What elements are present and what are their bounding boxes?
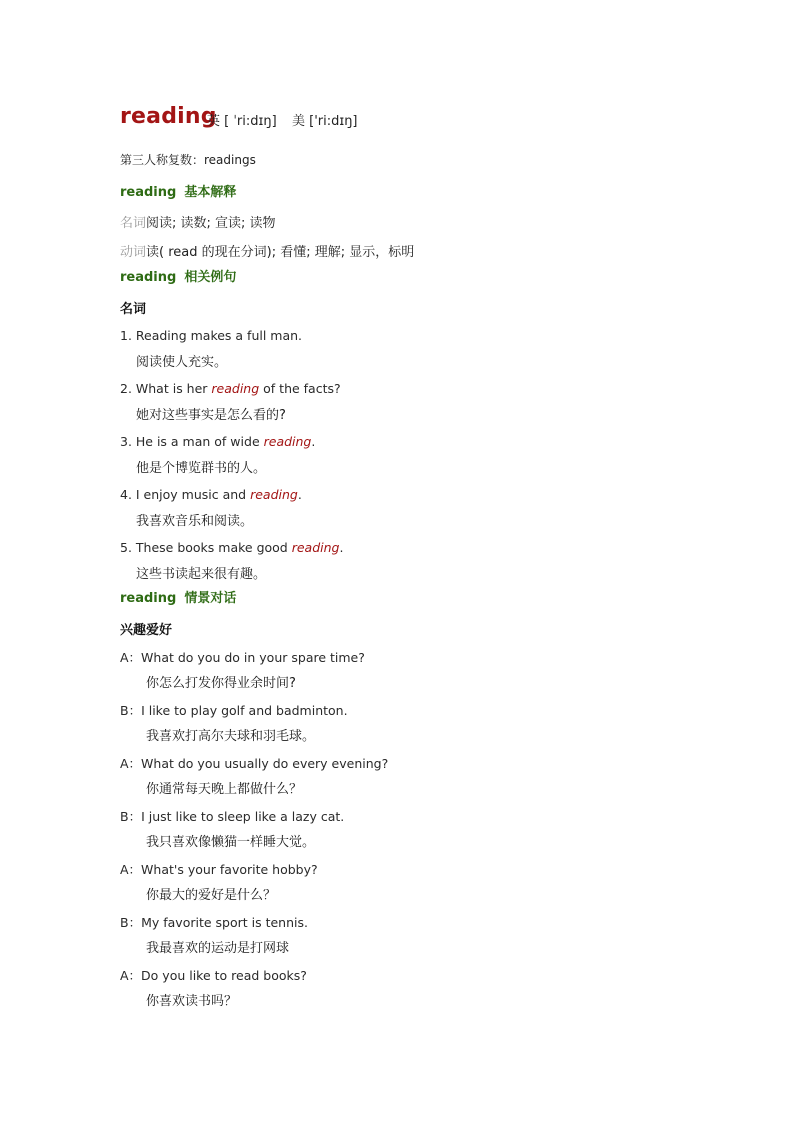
headword: reading — [120, 104, 217, 129]
section-heading-basic — [120, 181, 236, 200]
section-heading-label: 情景对话 — [184, 591, 237, 606]
dialogue-line-zh: 我最喜欢的运动是打网球 — [146, 941, 290, 956]
dialogue-line-en: A：What's your favorite hobby? — [120, 862, 318, 877]
section-heading-word: reading — [120, 185, 177, 200]
section-heading-word: reading — [120, 591, 177, 606]
dialogue-line-en: A：What do you do in your spare time? — [120, 650, 365, 665]
subheading-hobbies: 兴趣爱好 — [120, 623, 173, 638]
dialogue-line-en: A：Do you like to read books? — [120, 968, 307, 983]
example-en: 4. I enjoy music and reading. — [120, 487, 302, 502]
section-heading-dialogue — [120, 587, 236, 606]
part-of-speech: 动词 — [120, 245, 147, 260]
definition-text: 读( read 的现在分词); 看懂; 理解; 显示，标明 — [146, 245, 415, 260]
dialogue-line-zh: 你通常每天晚上都做什么？ — [146, 782, 303, 797]
definition-text: 阅读; 读数; 宣读; 读物 — [146, 216, 276, 231]
dialogue-line-zh: 你怎么打发你得业余时间? — [146, 676, 296, 691]
dialogue-line-zh: 我只喜欢像懒猫一样睡大觉。 — [146, 835, 316, 850]
section-heading-examples — [120, 266, 236, 285]
example-zh: 阅读使人充实。 — [136, 355, 228, 370]
dialogue-line-en: A：What do you usually do every evening? — [120, 756, 389, 771]
dialogue-line-en: B：My favorite sport is tennis. — [120, 915, 308, 930]
dialogue-line-en: B：I like to play golf and badminton. — [120, 703, 348, 718]
plural-form: 第三人称复数：readings — [120, 153, 256, 167]
definition-verb — [120, 241, 414, 260]
section-heading-label: 基本解释 — [184, 185, 237, 200]
example-en: 5. These books make good reading. — [120, 540, 344, 555]
example-zh: 我喜欢音乐和阅读。 — [136, 514, 254, 529]
subheading-noun: 名词 — [120, 302, 147, 317]
dialogue-line-zh: 你最大的爱好是什么？ — [146, 888, 277, 903]
example-zh: 她对这些事实是怎么看的? — [136, 408, 286, 423]
dialogue-line-en: B：I just like to sleep like a lazy cat. — [120, 809, 345, 824]
example-zh: 他是个博览群书的人。 — [136, 461, 267, 476]
dialogue-line-zh: 我喜欢打高尔夫球和羽毛球。 — [146, 729, 316, 744]
phonetic-uk: 英 [ ˈri:dɪŋ] — [207, 114, 277, 129]
example-en: 3. He is a man of wide reading. — [120, 434, 316, 449]
example-zh: 这些书读起来很有趣。 — [136, 567, 267, 582]
section-heading-label: 相关例句 — [184, 270, 237, 285]
example-en: 2. What is her reading of the facts? — [120, 381, 341, 396]
dialogue-line-zh: 你喜欢读书吗？ — [146, 994, 238, 1009]
part-of-speech: 名词 — [120, 216, 147, 231]
phonetic-us: 美 ['ri:dɪŋ] — [292, 114, 358, 129]
definition-noun — [120, 212, 276, 231]
section-heading-word: reading — [120, 270, 177, 285]
example-en: 1. Reading makes a full man. — [120, 328, 303, 343]
